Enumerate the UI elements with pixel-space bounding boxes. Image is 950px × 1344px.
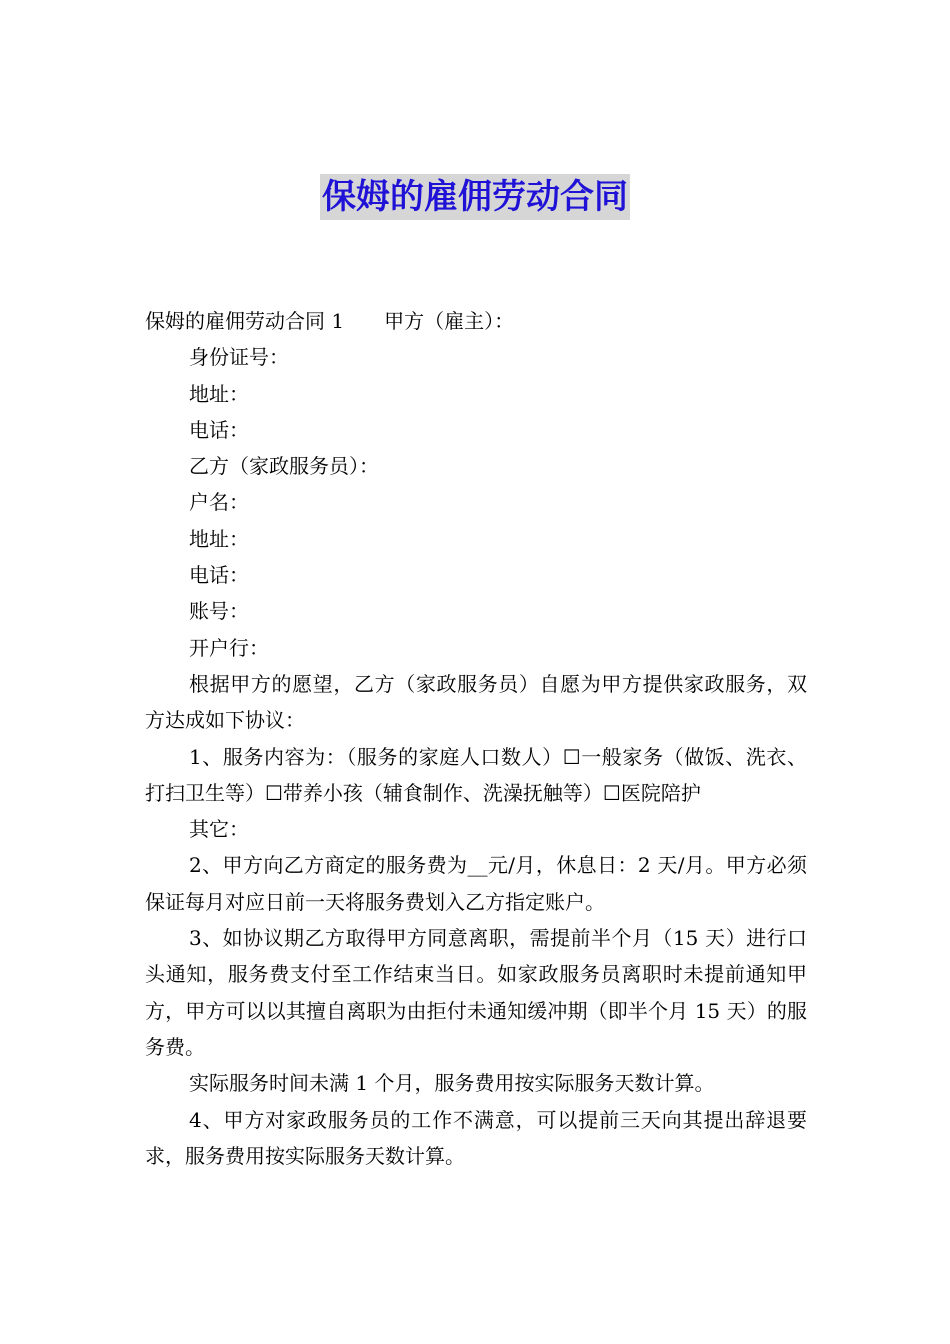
party-b-phone-field: 电话： <box>189 563 249 588</box>
intro-heading: 保姆的雇佣劳动合同 1 <box>145 309 345 333</box>
paragraph-agreement: 根据甲方的愿望，乙方（家政服务员）自愿为甲方提供家政服务，双方达成如下协议： <box>145 671 807 733</box>
paragraph-clause-1: 1、服务内容为：（服务的家庭人口数人）☐一般家务（做饭、洗衣、打扫卫生等）☐带养小孩（辅食制作、洗澡抚触等）☐医院陪护 <box>145 744 807 805</box>
party-a-phone-field: 电话： <box>189 417 249 442</box>
party-b-label: 乙方（家政服务员）： <box>189 454 379 479</box>
party-a-label: 甲方（雇主）： <box>384 309 515 333</box>
paragraph-clause-2: 2、甲方向乙方商定的服务费为__元/月，休息日：2 天/月。甲方必须保证每月对应日前一天将服务费划入乙方指定账户。 <box>145 853 807 914</box>
intro-line <box>145 303 807 339</box>
document-title: 保姆的雇佣劳动合同 <box>320 174 630 220</box>
party-a-id-field: 身份证号： <box>189 345 289 370</box>
party-a-address-field: 地址： <box>189 381 249 406</box>
party-b-account-number-field: 账号： <box>189 599 249 624</box>
paragraph-other: 其它： <box>189 817 249 842</box>
title-container <box>0 174 950 220</box>
party-b-account-name-field: 户名： <box>189 490 249 515</box>
party-b-bank-field: 开户行： <box>189 635 269 660</box>
paragraph-actual-service: 实际服务时间未满 1 个月，服务费用按实际服务天数计算。 <box>189 1071 715 1096</box>
party-b-address-field: 地址： <box>189 526 249 551</box>
paragraph-clause-4: 4、甲方对家政服务员的工作不满意，可以提前三天向其提出辞退要求，服务费用按实际服务天数计算。 <box>145 1107 807 1168</box>
document-body <box>145 303 807 1174</box>
paragraph-clause-3: 3、如协议期乙方取得甲方同意离职，需提前半个月（15 天）进行口头通知，服务费支付至工作结束当日。如家政服务员离职时未提前通知甲方，甲方可以以其擅自离职为由拒付未通知缓冲期（即半个月 15 天）的服务费。 <box>145 926 807 1059</box>
